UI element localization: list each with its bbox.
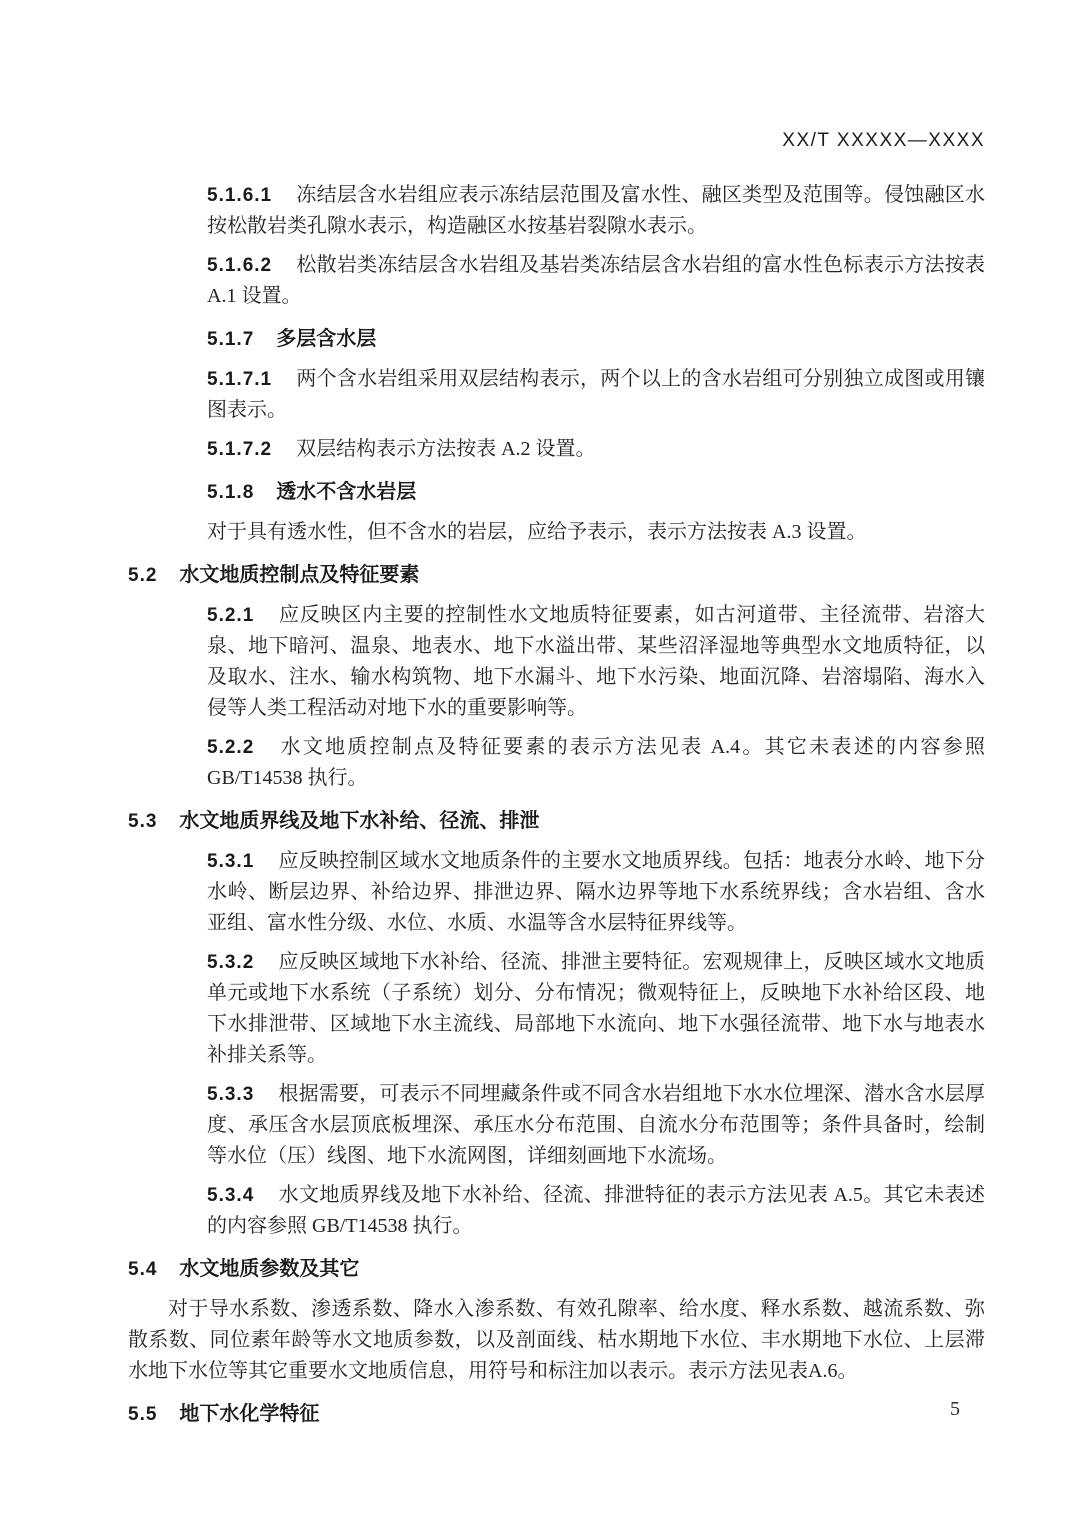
clause-5-1-7-1 [207,364,985,426]
clause-number: 5.1.6.2 [207,255,273,276]
clause-text: 水文地质界线及地下水补给、径流、排泄特征的表示方法见表 A.5。其它未表述的内容参照 GB/T14538 执行。 [207,1184,985,1237]
clause-heading-text: 透水不含水岩层 [276,481,417,503]
clause-text: 应反映区内主要的控制性水文地质特征要素，如古河道带、主径流带、岩溶大泉、地下暗河、温泉、地表水、地下水溢出带、某些沼泽湿地等典型水文地质特征，以及取水、注水、输水构筑物、地下水漏斗、地下水污染、地面沉降、岩溶塌陷、海水入侵等人类工程活动对地下水的重要影响等。 [207,604,985,719]
clause-5-2-1 [207,600,985,724]
section-number: 5.4 [128,1259,158,1280]
clause-5-1-7-2 [207,434,985,465]
clause-number: 5.1.7 [207,329,255,350]
clause-number: 5.1.7.1 [207,369,273,390]
clause-5-3-1 [207,846,985,939]
clause-number: 5.3.4 [207,1185,255,1206]
clause-number: 5.2.2 [207,737,255,758]
section-heading-5-3 [128,806,985,837]
page-content [128,180,985,1430]
section-number: 5.2 [128,565,158,586]
clause-number: 5.1.6.1 [207,185,273,206]
clause-5-3-4 [207,1180,985,1242]
clause-number: 5.3.3 [207,1084,255,1105]
clause-number: 5.1.7.2 [207,439,273,460]
clause-number: 5.2.1 [207,605,255,626]
clause-heading-text: 多层含水层 [276,328,377,350]
standard-number: XX/T XXXXX—XXXX [782,130,985,151]
clause-5-4-body [128,1294,985,1387]
page-number: 5 [950,1398,960,1420]
section-heading-text: 水文地质控制点及特征要素 [179,564,420,586]
clause-5-3-2 [207,947,985,1071]
clause-text: 对于具有透水性，但不含水的岩层，应给予表示，表示方法按表 A.3 设置。 [207,521,867,543]
clause-number: 5.3.2 [207,952,255,973]
section-heading-5-5 [128,1399,985,1430]
clause-heading-5-1-7 [207,324,985,355]
section-heading-5-4 [128,1254,985,1285]
section-number: 5.5 [128,1404,158,1425]
running-header [128,130,985,152]
clause-text: 双层结构表示方法按表 A.2 设置。 [296,438,596,460]
section-heading-5-2 [128,560,985,591]
clause-number: 5.3.1 [207,851,255,872]
clause-5-2-2 [207,732,985,794]
clause-5-1-8-body [207,517,985,548]
clause-text: 两个含水岩组采用双层结构表示，两个以上的含水岩组可分别独立成图或用镶图表示。 [207,368,985,421]
section-heading-text: 水文地质参数及其它 [179,1258,360,1280]
clause-text: 松散岩类冻结层含水岩组及基岩类冻结层含水岩组的富水性色标表示方法按表 A.1 设置。 [207,254,985,307]
clause-5-1-6-1 [207,180,985,242]
clause-number: 5.1.8 [207,482,255,503]
clause-text: 应反映控制区域水文地质条件的主要水文地质界线。包括：地表分水岭、地下分水岭、断层边界、补给边界、排泄边界、隔水边界等地下水系统界线；含水岩组、含水亚组、富水性分级、水位、水质、水温等含水层特征界线等。 [207,850,985,934]
clause-text: 应反映区域地下水补给、径流、排泄主要特征。宏观规律上，反映区域水文地质单元或地下水系统（子系统）划分、分布情况；微观特征上，反映地下水补给区段、地下水排泄带、区域地下水主流线、局部地下水流向、地下水强径流带、地下水与地表水补排关系等。 [207,951,985,1066]
clause-heading-5-1-8 [207,477,985,508]
clause-5-1-6-2 [207,250,985,312]
section-heading-text: 水文地质界线及地下水补给、径流、排泄 [179,810,540,832]
clause-text: 水文地质控制点及特征要素的表示方法见表 A.4。其它未表述的内容参照 GB/T14538 执行。 [207,736,985,789]
clause-text: 根据需要，可表示不同埋藏条件或不同含水岩组地下水水位埋深、潜水含水层厚度、承压含水层顶底板埋深、承压水分布范围、自流水分布范围等；条件具备时，绘制等水位（压）线图、地下水流网图，详细刻画地下水流场。 [207,1083,985,1167]
clause-5-3-3 [207,1079,985,1172]
clause-text: 对于导水系数、渗透系数、降水入渗系数、有效孔隙率、给水度、释水系数、越流系数、弥散系数、同位素年龄等水文地质参数，以及剖面线、枯水期地下水位、丰水期地下水位、上层滞水地下水位等其它重要水文地质信息，用符号和标注加以表示。表示方法见表A.6。 [128,1298,985,1382]
section-heading-text: 地下水化学特征 [179,1403,320,1425]
clause-text: 冻结层含水岩组应表示冻结层范围及富水性、融区类型及范围等。侵蚀融区水按松散岩类孔隙水表示，构造融区水按基岩裂隙水表示。 [207,184,985,237]
section-number: 5.3 [128,811,158,832]
